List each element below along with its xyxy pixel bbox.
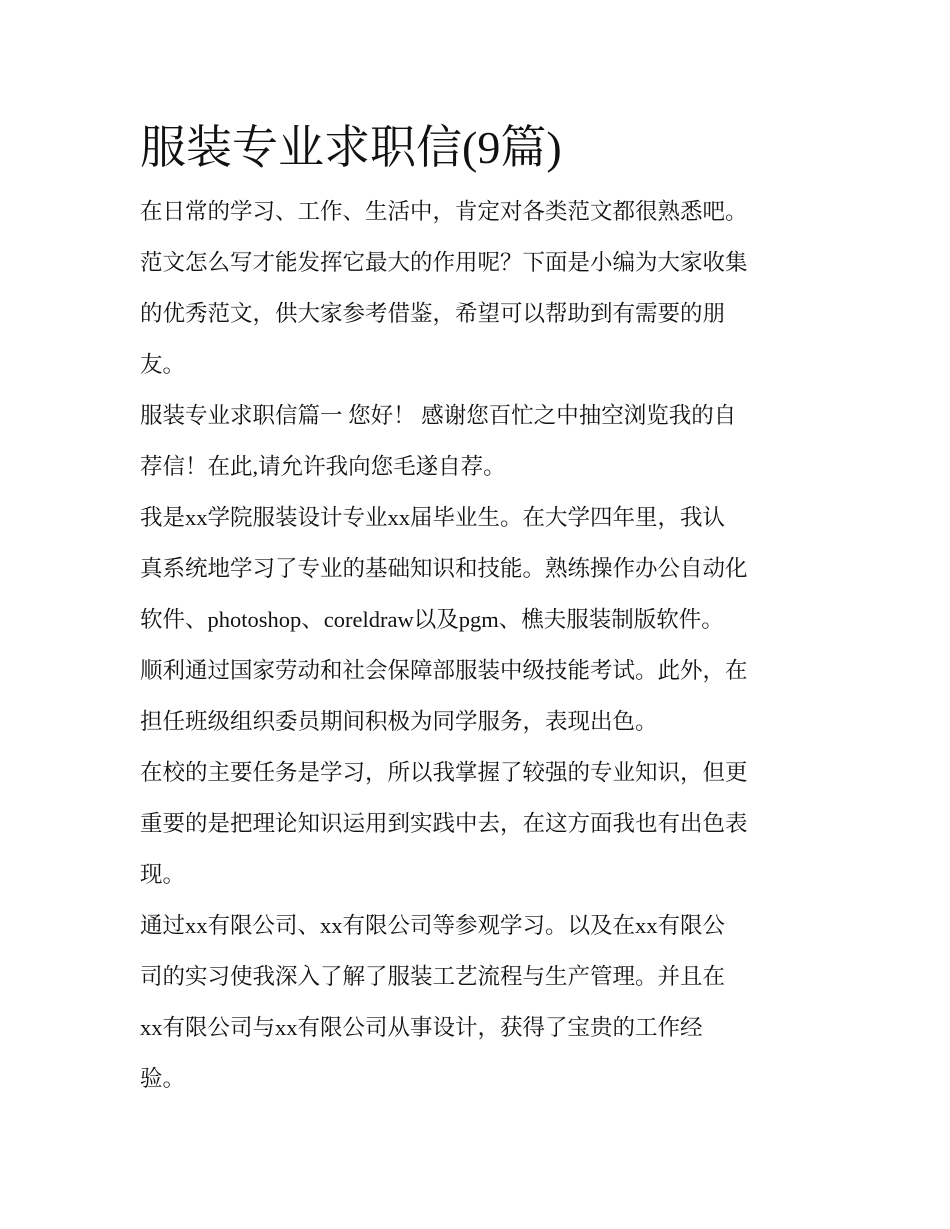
text-line: 顺利通过国家劳动和社会保障部服装中级技能考试。此外，在 bbox=[140, 658, 748, 683]
text-line: 重要的是把理论知识运用到实践中去，在这方面我也有出色表 bbox=[140, 811, 748, 836]
text-line: 司的实习使我深入了解了服装工艺流程与生产管理。并且在 bbox=[140, 964, 726, 989]
paragraph-greeting bbox=[140, 390, 815, 492]
paragraph-education bbox=[140, 492, 815, 747]
document-page bbox=[140, 110, 815, 1104]
text-line: 软件、photoshop、coreldraw以及pgm、樵夫服装制版软件。 bbox=[140, 607, 724, 632]
text-line: 范文怎么写才能发挥它最大的作用呢？下面是小编为大家收集 bbox=[140, 250, 748, 275]
text-line: 友。 bbox=[140, 352, 186, 377]
text-line: 真系统地学习了专业的基础知识和技能。熟练操作办公自动化 bbox=[140, 556, 748, 581]
text-line: 验。 bbox=[140, 1066, 186, 1091]
paragraph-experience bbox=[140, 900, 815, 1104]
text-line: 服装专业求职信篇一 您好！ 感谢您百忙之中抽空浏览我的自 bbox=[140, 403, 737, 428]
text-line: 通过xx有限公司、xx有限公司等参观学习。以及在xx有限公 bbox=[140, 913, 726, 938]
text-line: 在校的主要任务是学习，所以我掌握了较强的专业知识，但更 bbox=[140, 760, 748, 785]
text-line: 在日常的学习、工作、生活中，肯定对各类范文都很熟悉吧。 bbox=[140, 199, 748, 224]
text-line: 的优秀范文，供大家参考借鉴，希望可以帮助到有需要的朋 bbox=[140, 301, 726, 326]
text-line: xx有限公司与xx有限公司从事设计，获得了宝贵的工作经 bbox=[140, 1015, 703, 1040]
paragraph-study bbox=[140, 747, 815, 900]
text-line: 担任班级组织委员期间积极为同学服务，表现出色。 bbox=[140, 709, 658, 734]
text-line: 现。 bbox=[140, 862, 186, 887]
paragraph-intro bbox=[140, 186, 815, 390]
document-title: 服装专业求职信(9篇) bbox=[140, 122, 562, 173]
text-line: 我是xx学院服装设计专业xx届毕业生。在大学四年里，我认 bbox=[140, 505, 726, 530]
text-line: 荐信！在此,请允许我向您毛遂自荐。 bbox=[140, 454, 506, 479]
